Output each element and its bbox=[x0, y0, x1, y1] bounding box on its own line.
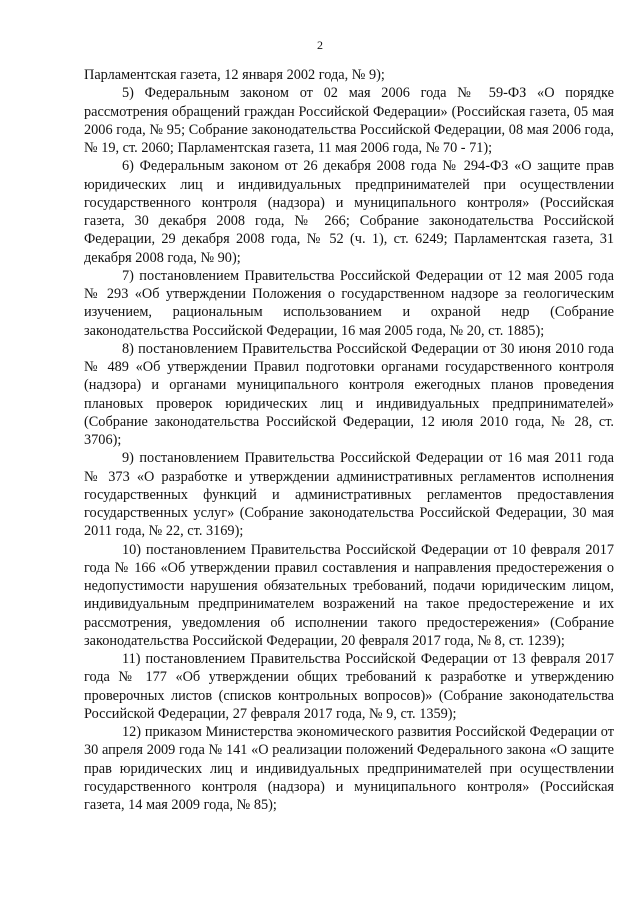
paragraph-item-7: 7) постановлением Правительства Российской Федерации от 12 мая 2005 года № 293 «Об утверждении Положения о государственном надзоре за геологическим изучением, рациональным использованием и охраной недр (Собрание законодательства Российской Федерации, 16 мая 2005 года, № 20, ст. 1885); bbox=[84, 267, 614, 339]
document-body bbox=[84, 66, 614, 814]
paragraph-item-9: 9) постановлением Правительства Российской Федерации от 16 мая 2011 года № 373 «О разработке и утверждении административных регламентов исполнения государственных функций и административных регламентов предоставления государственных услуг» (Собрание законодательства Российской Федерации, 30 мая 2011 года, № 22, ст. 3169); bbox=[84, 450, 614, 540]
paragraph-item-5: 5) Федеральным законом от 02 мая 2006 года № 59-ФЗ «О порядке рассмотрения обращений граждан Российской Федерации» (Российская газета, 05 мая 2006 года, № 95; Собрание законодательства Российской Федерации, 08 мая 2006 года, № 19, ст. 2060; Парламентская газета, 11 мая 2006 года, № 70 - 71); bbox=[84, 85, 614, 156]
paragraph-item-8: 8) постановлением Правительства Российской Федерации от 30 июня 2010 года № 489 «Об утверждении Правил подготовки органами государственного контроля (надзора) и органами муниципального контроля ежегодных планов проведения плановых проверок юридических лиц и индивидуальных предпринимателей» (Собрание законодательства Российской Федерации, 12 июля 2010 года, № 28, ст. 3706); bbox=[84, 340, 614, 448]
paragraph-continuation: Парламентская газета, 12 января 2002 года, № 9); bbox=[84, 67, 385, 83]
paragraph-item-10: 10) постановлением Правительства Российской Федерации от 10 февраля 2017 года № 166 «Об утверждении правил составления и направления предостережения о недопустимости нарушения обязательных требований, подачи юридическим лицом, индивидуальным предпринимателем возражений на такое предостережение и их рассмотрения, уведомления об исполнении такого предостережения» (Собрание законодательства Российской Федерации, 20 февраля 2017 года, № 8, ст. 1239); bbox=[84, 541, 614, 649]
page-number: 2 bbox=[317, 38, 323, 52]
paragraph-item-12: 12) приказом Министерства экономического развития Российской Федерации от 30 апреля 2009 года № 141 «О реализации положений Федерального закона «О защите прав юридических лиц и индивидуальных предпринимателей при осуществлении государственного контроля (надзора) и муниципального контроля» (Российская газета, 14 мая 2009 года, № 85); bbox=[84, 724, 614, 813]
paragraph-item-11: 11) постановлением Правительства Российской Федерации от 13 февраля 2017 года № 177 «Об утверждении общих требований к разработке и утверждению проверочных листов (списков контрольных вопросов)» (Собрание законодательства Российской Федерации, 27 февраля 2017 года, № 9, ст. 1359); bbox=[84, 651, 614, 722]
paragraph-item-6: 6) Федеральным законом от 26 декабря 2008 года № 294-ФЗ «О защите прав юридических лиц и индивидуальных предпринимателей при осуществлении государственного контроля (надзора) и муниципального контроля» (Российская газета, 30 декабря 2008 года, № 266; Собрание законодательства Российской Федерации, 29 декабря 2008 года, № 52 (ч. 1), ст. 6249; Парламентская газета, 31 декабря 2008 года, № 90); bbox=[84, 158, 614, 266]
